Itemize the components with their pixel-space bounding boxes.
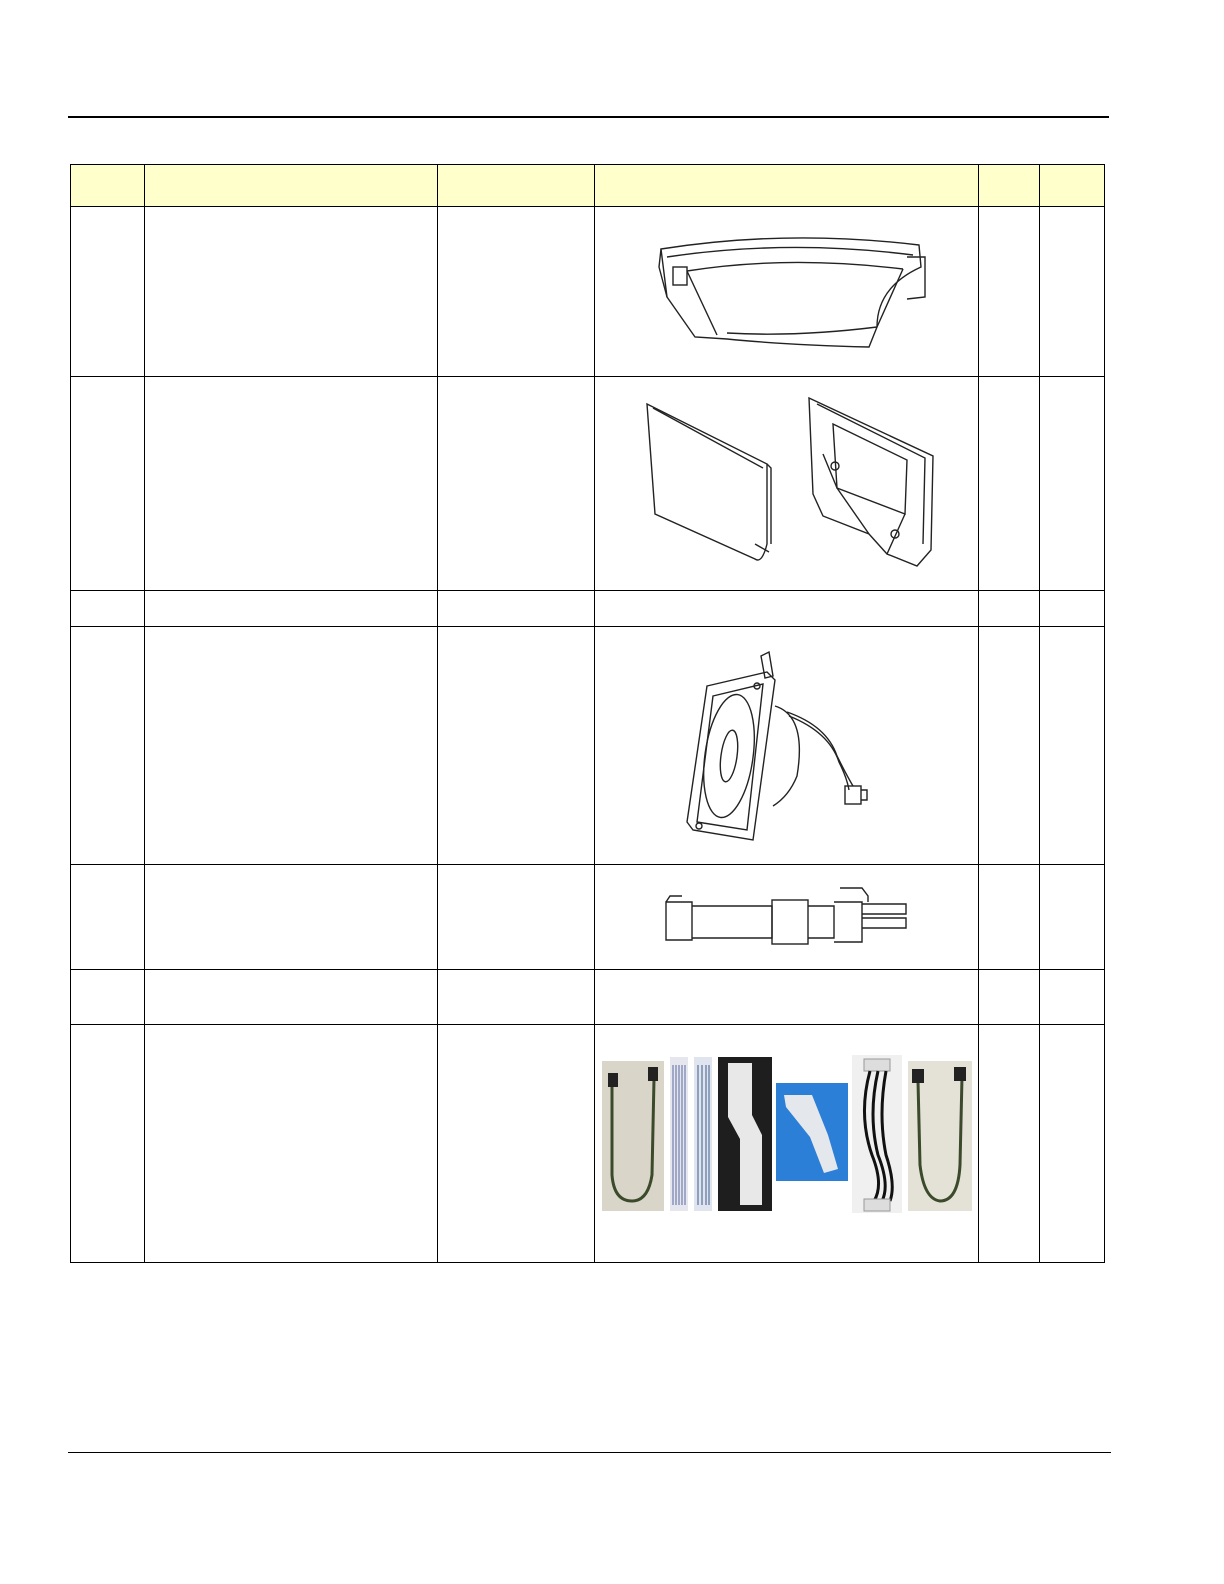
cell-fru: [1040, 591, 1105, 627]
cell-qty: [979, 207, 1040, 377]
table-row: [71, 1025, 1105, 1263]
cell-description: [145, 207, 438, 377]
column-header-image: [595, 165, 979, 207]
bezel-cover-icon: [637, 227, 937, 357]
cell-description: [145, 377, 438, 591]
table-row: [71, 591, 1105, 627]
cell-part-number: [438, 377, 595, 591]
cell-qty: [979, 970, 1040, 1025]
side-panels-icon: [637, 394, 937, 574]
cell-item: [71, 627, 145, 865]
table-row: [71, 627, 1105, 865]
column-header-description: [145, 165, 438, 207]
cell-fru: [1040, 1025, 1105, 1263]
cable-set-photo-icon: [602, 1055, 972, 1215]
column-header-item: [71, 165, 145, 207]
column-header-part-number: [438, 165, 595, 207]
header-rule: [68, 116, 1109, 118]
table-header-row: [71, 165, 1105, 207]
cell-fru: [1040, 377, 1105, 591]
table-row: [71, 207, 1105, 377]
cell-fru: [1040, 627, 1105, 865]
table-row: [71, 377, 1105, 591]
cell-image: [595, 1025, 979, 1263]
cell-description: [145, 591, 438, 627]
cell-qty: [979, 377, 1040, 591]
cell-part-number: [438, 970, 595, 1025]
column-header-fru: [1040, 165, 1105, 207]
cell-image: [595, 377, 979, 591]
cell-description: [145, 627, 438, 865]
column-header-qty: [979, 165, 1040, 207]
parts-table: [70, 164, 1105, 1263]
table-row: [71, 970, 1105, 1025]
cell-image: [595, 207, 979, 377]
cell-qty: [979, 591, 1040, 627]
cell-description: [145, 970, 438, 1025]
cell-part-number: [438, 865, 595, 970]
cell-item: [71, 377, 145, 591]
cell-part-number: [438, 1025, 595, 1263]
cell-item: [71, 865, 145, 970]
cell-image: [595, 970, 979, 1025]
cell-fru: [1040, 970, 1105, 1025]
cell-image: [595, 627, 979, 865]
footer-rule: [68, 1452, 1111, 1453]
cell-item: [71, 591, 145, 627]
cell-description: [145, 865, 438, 970]
cell-qty: [979, 627, 1040, 865]
table-row: [71, 865, 1105, 970]
cell-part-number: [438, 207, 595, 377]
speaker-icon: [677, 646, 897, 846]
cell-item: [71, 1025, 145, 1263]
cell-image: [595, 591, 979, 627]
cell-part-number: [438, 591, 595, 627]
cell-item: [71, 970, 145, 1025]
connector-icon: [662, 882, 912, 952]
cell-qty: [979, 865, 1040, 970]
cell-image: [595, 865, 979, 970]
cell-fru: [1040, 207, 1105, 377]
cell-fru: [1040, 865, 1105, 970]
cell-qty: [979, 1025, 1040, 1263]
cell-description: [145, 1025, 438, 1263]
cell-item: [71, 207, 145, 377]
cell-part-number: [438, 627, 595, 865]
